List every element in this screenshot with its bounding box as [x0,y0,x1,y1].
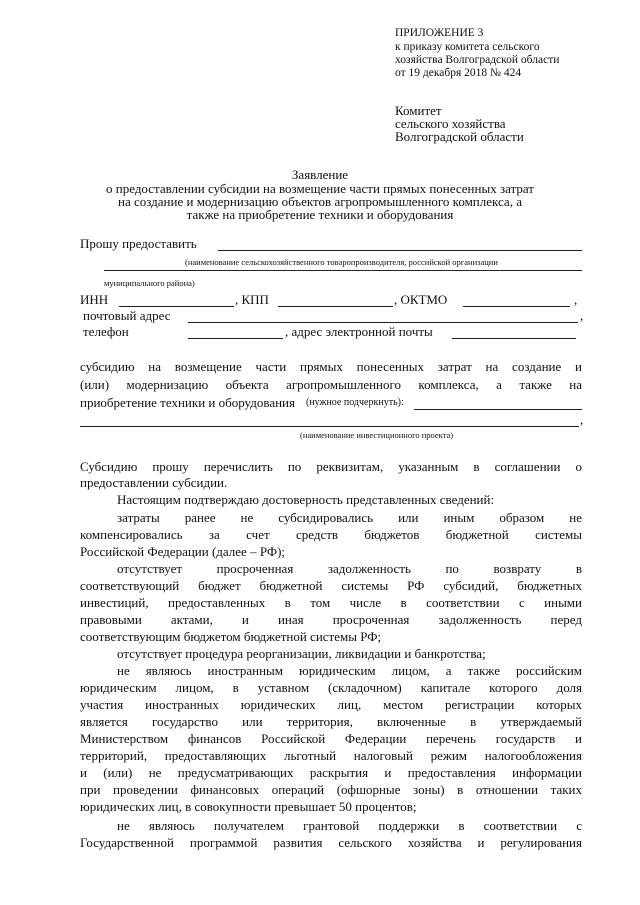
applicant-name-field-continued[interactable] [104,270,582,271]
recipient-line-1: Комитет [395,103,442,118]
declaration-5-line-2: Государственной программой развития сельского хозяйства и регулирования [80,835,582,850]
oktmo-label: , ОКТМО [394,292,448,307]
title-line-3: также на приобретение техники и оборудования [186,207,454,222]
order-date: от 19 декабря 2018 № 424 [395,67,522,79]
declaration-1-line-2: компенсировались за счет средств бюджетов бюджетной системы [80,527,582,542]
project-hint: (наименование инвестиционного проекта) [300,430,454,440]
oktmo-field[interactable] [463,306,570,307]
confirm-statement: Настоящим подтверждаю достоверность представленных сведений: [117,492,495,507]
appendix-number: ПРИЛОЖЕНИЕ 3 [395,27,484,39]
order-department: хозяйства Волгоградской области [395,54,560,66]
declaration-1-line-3: Российской Федерации (далее – РФ); [80,544,286,559]
declaration-4-line-6: территорий, предоставляющих льготный налоговый режим налогообложения [80,748,582,763]
project-comma: , [580,412,584,427]
declaration-1-line-1: затраты ранее не субсидировались или иным образом не [117,510,582,525]
kpp-field[interactable] [278,306,393,307]
recipient-line-3: Волгоградской области [395,129,524,144]
declaration-2-line-4: правовыми актами, и иная просроченная задолженность перед [80,612,582,627]
subsidy-line-2: (или) модернизацию объекта агропромышленного комплекса, а также на [80,377,582,392]
declaration-2-line-1: отсутствует просроченная задолженность по возврату в [117,561,582,576]
request-label: Прошу предоставить [80,236,197,251]
phone-field[interactable] [188,338,283,339]
declaration-5-line-1: не являюсь получателем грантовой поддержки в соответствии с [117,818,582,833]
declaration-4-line-9: юридических лиц, в совокупности превышает 50 процентов; [80,799,417,814]
address-comma: , [580,308,584,323]
recipient-line-2: сельского хозяйства [395,116,506,131]
subsidy-line-1: субсидию на возмещение части прямых понесенных затрат на создание и [80,359,582,374]
title-line-2: на создание и модернизацию объектов агропромышленного комплекса, а [118,194,522,209]
kpp-label: , КПП [235,292,269,307]
transfer-line-2: предоставлении субсидии. [80,475,228,490]
declaration-4-line-2: юридическим лицом, в уставном (складочном) капитале которого доля [80,680,582,695]
subsidy-line-3: приобретение техники и оборудования [80,395,295,410]
oktmo-comma: , [574,292,578,307]
postal-address-field[interactable] [188,322,578,323]
email-label: , адрес электронной почты [285,324,433,339]
declaration-2-line-5: соответствующим бюджетом бюджетной системы РФ; [80,629,382,644]
declaration-2-line-2: соответствующий бюджет бюджетной системы РФ субсидий, бюджетных [80,578,582,593]
title-line-1: о предоставлении субсидии на возмещение части прямых понесенных затрат [106,181,534,196]
title-heading: Заявление [291,167,349,182]
order-reference: к приказу комитета сельского [395,41,540,53]
district-hint: муниципального района) [104,278,195,288]
declaration-4-line-5: Министерством финансов Российской Федерации перечень государств и [80,731,582,746]
applicant-name-field[interactable] [218,250,582,251]
declaration-4-line-1: не являюсь иностранным юридическим лицом, а также российским [117,663,582,678]
phone-label: телефон [83,324,129,339]
email-field[interactable] [452,338,576,339]
investment-project-field-continued[interactable] [80,426,579,427]
postal-address-label: почтовый адрес [83,308,171,323]
investment-project-field[interactable] [414,409,582,410]
transfer-line-1: Субсидию прошу перечислить по реквизитам, указанным в соглашении о [80,459,582,474]
applicant-name-hint: (наименование сельскохозяйственного товаропроизводителя, российской организации [185,257,498,267]
declaration-4-line-8: при проведении финансовых операций (офшорные зоны) в отношении таких [80,782,582,797]
declaration-4-line-3: участия иностранных юридических лиц, местом регистрации которых [80,697,582,712]
underline-note: (нужное подчеркнуть): [306,397,404,408]
inn-label: ИНН [80,292,109,307]
inn-field[interactable] [119,306,234,307]
declaration-2-line-3: инвестиций, предоставленных в том числе в соответствии с иными [80,595,582,610]
declaration-4-line-7: и (или) не предусматривающих раскрытия и предоставления информации [80,765,582,780]
declaration-3: отсутствует процедура реорганизации, ликвидации и банкротства; [117,646,486,661]
declaration-4-line-4: является государство или территория, включенные в утверждаемый [80,714,582,729]
